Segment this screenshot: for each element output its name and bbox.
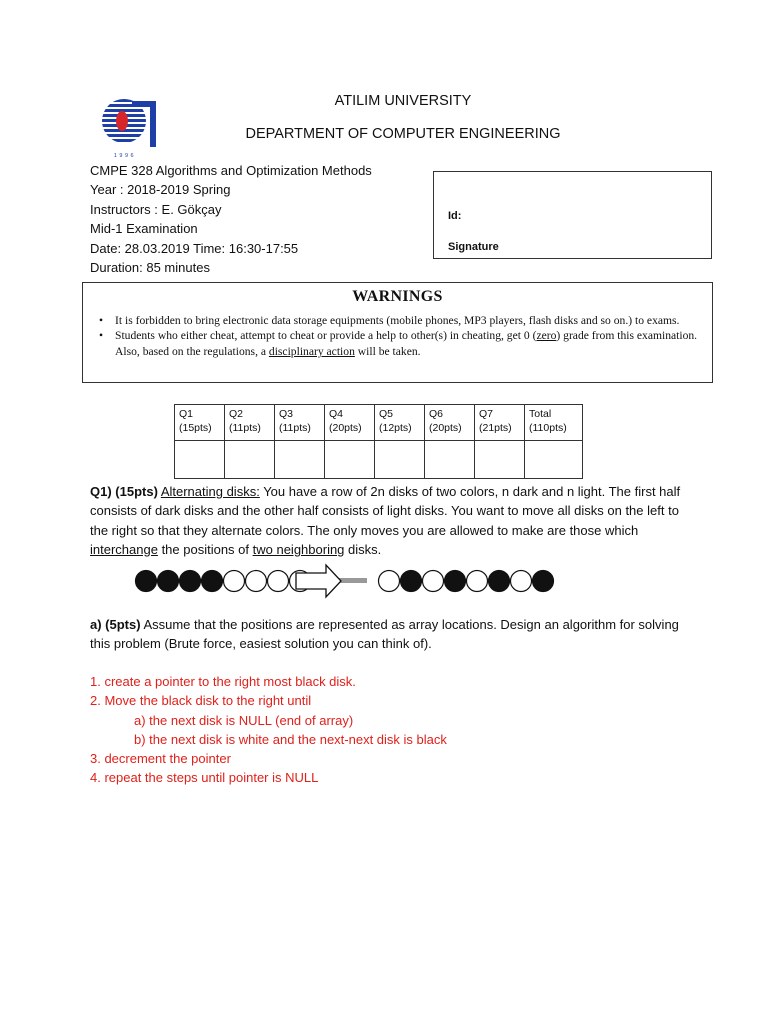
score-table-header-row: [175, 405, 583, 441]
id-signature-box[interactable]: [433, 171, 712, 259]
dark-disk: [202, 571, 223, 592]
dark-disk: [136, 571, 157, 592]
course-year: Year : 2018-2019 Spring: [90, 182, 231, 198]
disk-figure: [133, 563, 563, 599]
score-table: [174, 404, 583, 479]
qa-text: Assume that the positions are represented as array locations. Design an algorithm for solving this problem (Brute force, easiest solution you can think of).: [90, 617, 679, 652]
score-header-cell: Q1 (15pts): [175, 405, 225, 441]
disks-after: [379, 571, 554, 592]
answer-line: 1. create a pointer to the right most black disk.: [90, 674, 356, 689]
answer-line: b) the next disk is white and the next-next disk is black: [134, 731, 447, 747]
score-header-cell: Q3 (11pts): [275, 405, 325, 441]
score-header-cell: Q4 (20pts): [325, 405, 375, 441]
warning-text: It is forbidden to bring electronic data storage equipments (mobile phones, MP3 players, flash disks and so on.) to exams.: [115, 314, 680, 327]
light-disk: [268, 571, 289, 592]
q1-text: You have a row of 2n disks of two colors, n dark and n light. The first half consists of dark disks and the other half consists of light disks. You want to move all disks on the left to the right so that they alternate colors. The only moves you are allowed to make are those which: [90, 484, 681, 538]
course-instructors: Instructors : E. Gökçay: [90, 201, 222, 217]
score-cell[interactable]: [225, 441, 275, 479]
exam-duration: Duration: 85 minutes: [90, 260, 210, 276]
q1-text: the positions of: [157, 541, 253, 557]
dark-disk: [489, 571, 510, 592]
score-header-cell: Q6 (20pts): [425, 405, 475, 441]
score-header-cell: Q7 (21pts): [475, 405, 525, 441]
id-label: Id:: [448, 210, 462, 222]
question-1: [90, 482, 690, 559]
q1-two-neighboring: two neighboring: [252, 541, 345, 557]
warning-zero: zero: [536, 329, 557, 343]
q1-label: Q1) (15pts): [90, 484, 158, 499]
light-disk: [467, 571, 488, 592]
warnings-title: WARNINGS: [352, 288, 443, 305]
score-cell[interactable]: [525, 441, 583, 479]
score-table-blank-row: [175, 441, 583, 479]
warnings-list: [99, 313, 704, 359]
arrow-icon: [296, 565, 341, 597]
light-disk: [246, 571, 267, 592]
answer-line: 4. repeat the steps until pointer is NULL: [90, 770, 319, 786]
dark-disk: [180, 571, 201, 592]
exam-date: Date: 28.03.2019 Time: 16:30-17:55: [90, 240, 299, 256]
qa-label: a) (5pts): [90, 617, 141, 632]
answer-line: 3. decrement the pointer: [90, 751, 231, 767]
warning-disciplinary: disciplinary action: [268, 344, 355, 358]
score-header-cell: Q2 (11pts): [225, 405, 275, 441]
course-info: [90, 161, 372, 277]
warnings-box: [82, 282, 713, 383]
score-cell[interactable]: [325, 441, 375, 479]
warning-text: will be taken.: [354, 344, 421, 358]
score-cell[interactable]: [475, 441, 525, 479]
score-header-cell: Total (110pts): [525, 405, 583, 441]
dark-disk: [158, 571, 179, 592]
light-disk: [511, 571, 532, 592]
disks-before: [136, 571, 311, 592]
q1-interchange: interchange: [90, 541, 158, 557]
course-title: CMPE 328 Algorithms and Optimization Methods: [90, 163, 372, 178]
warning-item: [99, 328, 704, 359]
light-disk: [423, 571, 444, 592]
answer-text: [90, 672, 447, 788]
dark-disk: [533, 571, 554, 592]
answer-line: 2. Move the black disk to the right until: [90, 693, 312, 709]
question-1a: [90, 615, 690, 654]
score-header-cell: Q5 (12pts): [375, 405, 425, 441]
university-name: ATILIM UNIVERSITY: [334, 93, 472, 109]
department-name: DEPARTMENT OF COMPUTER ENGINEERING: [245, 126, 561, 142]
warning-item: [99, 313, 704, 328]
score-cell[interactable]: [275, 441, 325, 479]
arrow-tail-bar: [339, 578, 367, 583]
exam-name: Mid-1 Examination: [90, 221, 198, 237]
score-cell[interactable]: [425, 441, 475, 479]
answer-line: a) the next disk is NULL (end of array): [134, 712, 354, 728]
light-disk: [379, 571, 400, 592]
logo-year: 1996: [113, 153, 137, 159]
score-cell[interactable]: [375, 441, 425, 479]
score-cell[interactable]: [175, 441, 225, 479]
warning-text: ) grade from this examination. Also, based on the regulations, a: [115, 329, 698, 358]
q1-topic: Alternating disks:: [160, 484, 260, 499]
dark-disk: [445, 571, 466, 592]
light-disk: [224, 571, 245, 592]
warning-text: Students who either cheat, attempt to cheat or provide a help to other(s) in cheating, get 0 (: [115, 329, 537, 343]
q1-text: disks.: [344, 541, 382, 557]
dark-disk: [401, 571, 422, 592]
signature-label: Signature: [448, 241, 499, 253]
